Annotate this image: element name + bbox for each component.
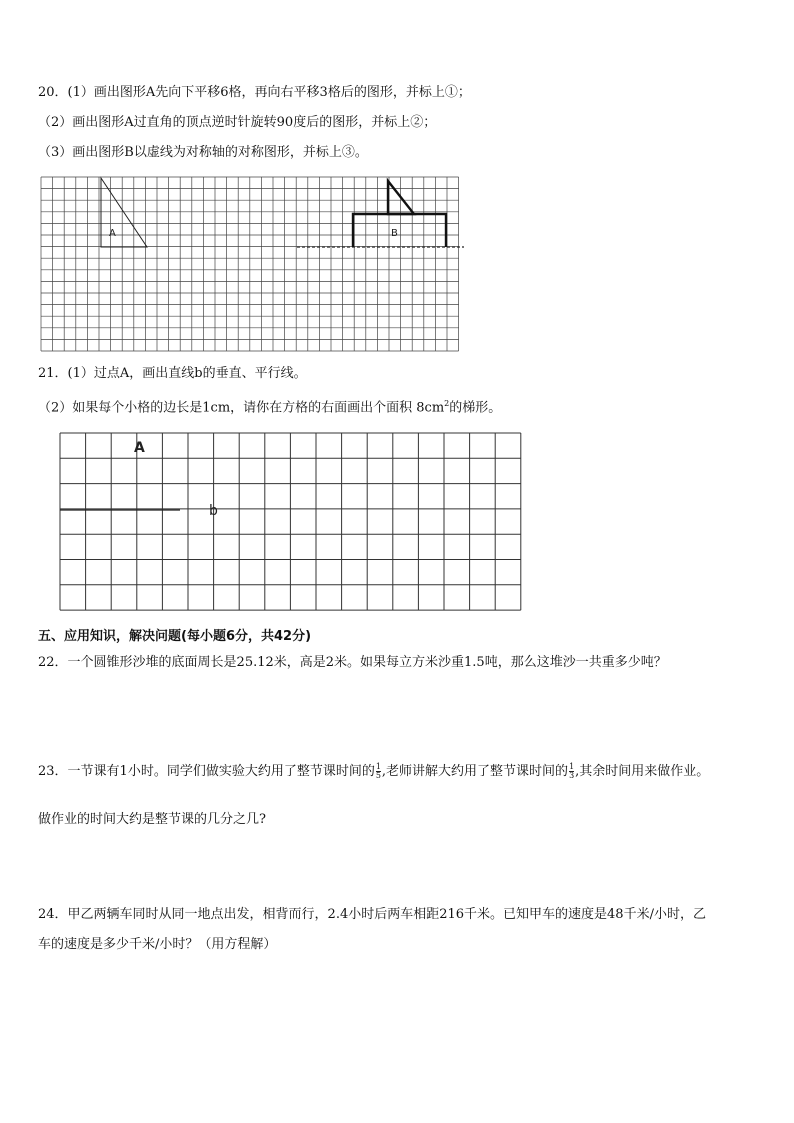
q23-frac1-num: 1: [375, 762, 381, 771]
q23-fraction-2: [569, 763, 574, 780]
q21-superscript: 2: [444, 399, 450, 408]
shape-a-label: A: [109, 228, 116, 239]
q23-frac2-den: 3: [569, 771, 575, 780]
q22-text: 22．一个圆锥形沙堆的底面周长是25.12米，高是2米。如果每立方米沙重1.5吨，那么这堆沙一共重多少吨？: [38, 655, 667, 670]
point-a-label: A: [134, 440, 145, 456]
q23-fraction-1: [376, 763, 381, 780]
line-b-label: b: [209, 503, 218, 519]
q23-part-3: ,其余时间用来做作业。: [575, 764, 710, 779]
q23-line-1: [38, 763, 709, 781]
q20-line-2: （2）画出图形A过直角的顶点逆时针旋转90度后的图形，并标上②；: [38, 115, 437, 130]
q21-line-1: 21．(1）过点A，画出直线b的垂直、平行线。: [38, 366, 307, 381]
shape-b-label: B: [391, 228, 398, 239]
q21-line-2-text: （2）如果每个小格的边长是1cm，请你在方格的右面画出个面积 8cm: [38, 400, 445, 416]
q21-line-2-end: 的梯形。: [449, 400, 502, 416]
q23-part-1: 23．一节课有1小时。同学们做实验大约用了整节课时间的: [38, 764, 375, 779]
q21-grid-lines: [60, 433, 521, 610]
q23-line-2: 做作业的时间大约是整节课的几分之几?: [38, 812, 266, 827]
q23-frac2-num: 1: [569, 762, 575, 771]
section-5-heading: 五、应用知识，解决问题(每小题6分，共42分): [38, 629, 312, 644]
q20-line-1: 20．(1）画出图形A先向下平移6格，再向右平移3格后的图形，并标上①；: [38, 85, 471, 100]
q23-frac1-den: 5: [375, 771, 381, 780]
q20-line-3: （3）画出图形B以虚线为对称轴的对称图形，并标上③。: [38, 145, 368, 160]
q24-line-2: 车的速度是多少千米/小时？（用方程解）: [38, 937, 277, 952]
q24-line-1: 24．甲乙两辆车同时从同一地点出发，相背而行，2.4小时后两车相距216千米。已知甲车的速度是48千米/小时，乙: [38, 907, 706, 922]
q23-part-2: ,老师讲解大约用了整节课时间的: [381, 764, 569, 779]
